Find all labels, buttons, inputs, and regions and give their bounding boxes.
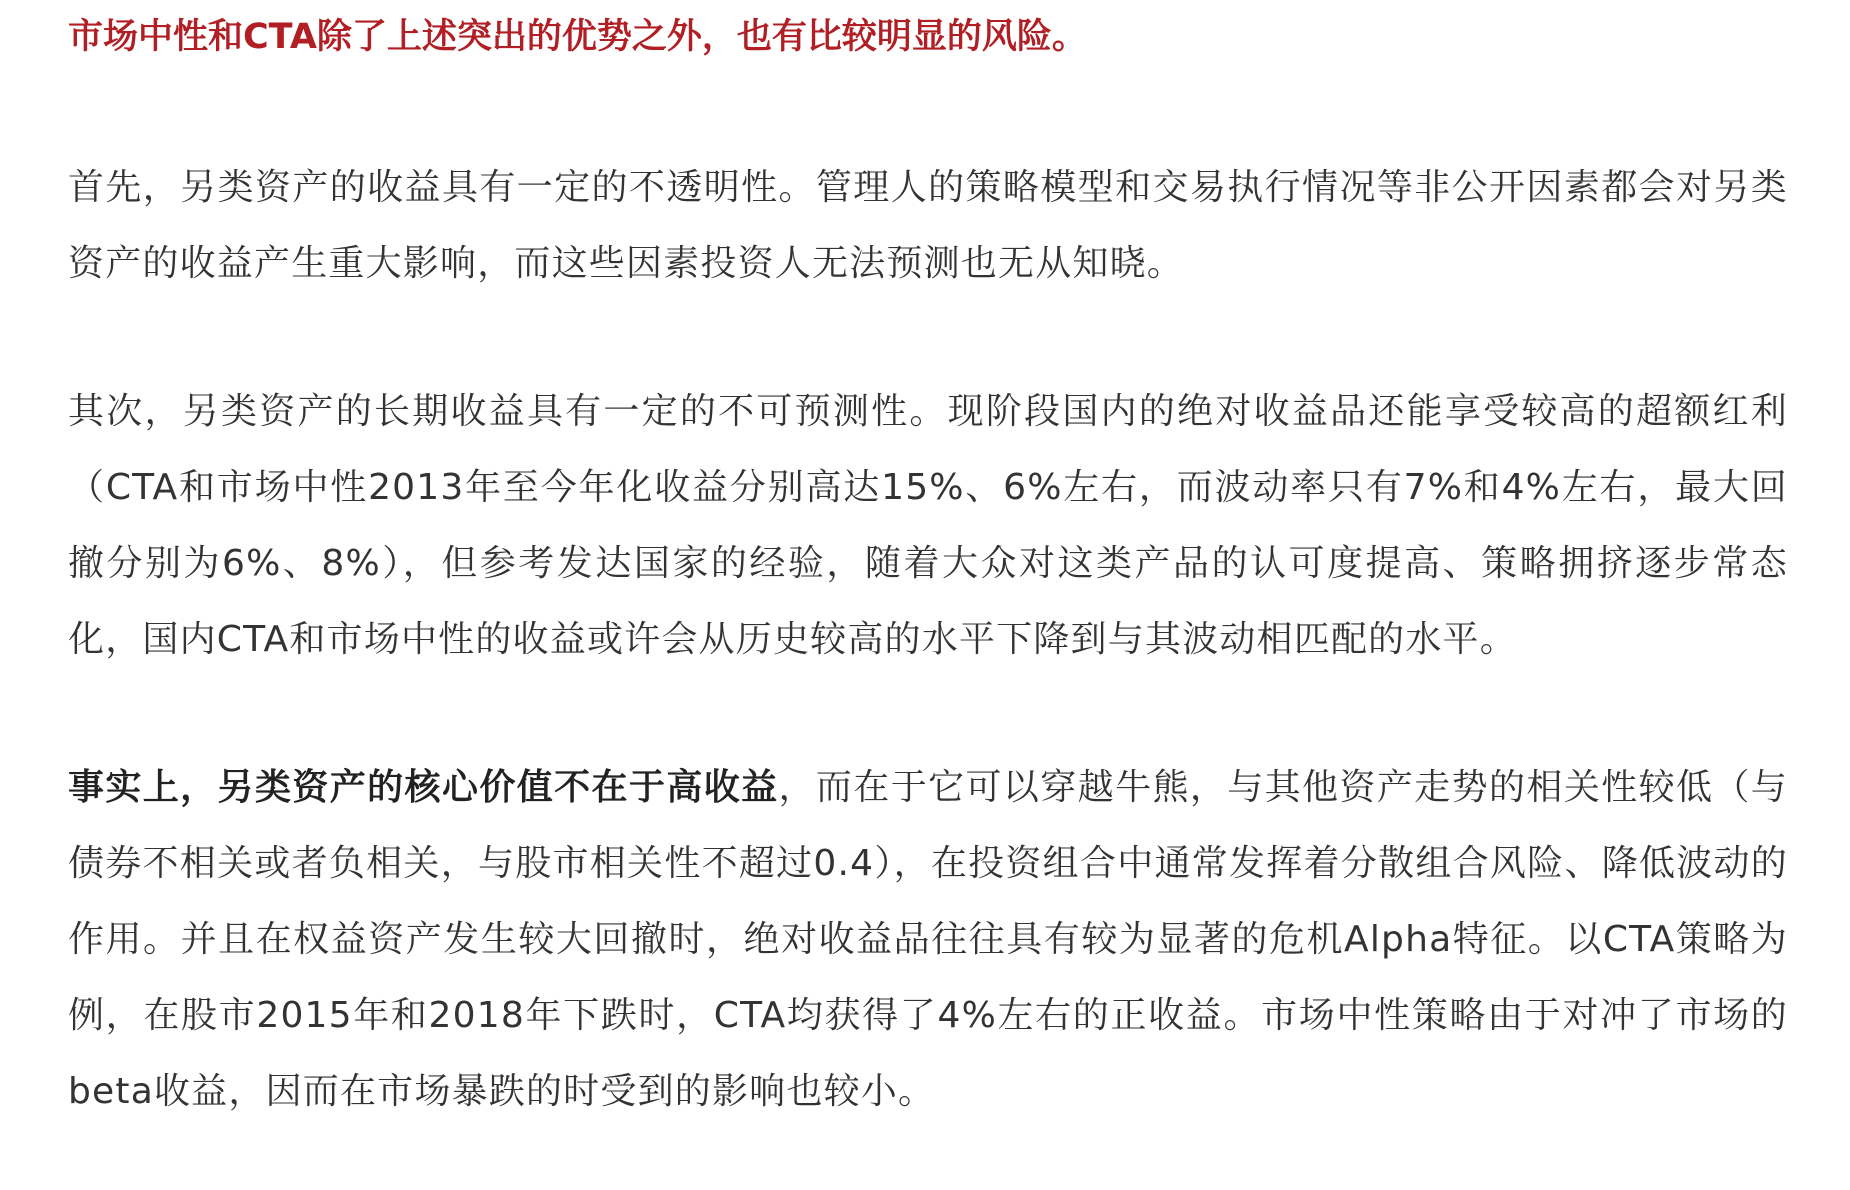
paragraph-unpredictability-risk — [68, 374, 1788, 678]
paragraph-text: 其次，另类资产的长期收益具有一定的不可预测性。现阶段国内的绝对收益品还能享受较高的超额红利（CTA和市场中性2013年至今年化收益分别高达15%、6%左右，而波动率只有7%和4%左右，最大回撤分别为6%、8%），但参考发达国家的经验，随着大众对这类产品的认可度提高、策略拥挤逐步常态化，国内CTA和市场中性的收益或许会从历史较高的水平下降到与其波动相匹配的水平。 — [68, 391, 1788, 660]
paragraph-text: ，而在于它可以穿越牛熊，与其他资产走势的相关性较低（与债券不相关或者负相关，与股市相关性不超过0.4），在投资组合中通常发挥着分散组合风险、降低波动的作用。并且在权益资产发生较大回撤时，绝对收益品往往具有较为显著的危机Alpha特征。以CTA策略为例，在股市2015年和2018年下跌时，CTA均获得了4%左右的正收益。市场中性策略由于对冲了市场的beta收益，因而在市场暴跌的时受到的影响也较小。 — [68, 767, 1788, 1112]
bold-lead-in: 事实上，另类资产的核心价值不在于高收益 — [68, 767, 779, 808]
article-body — [68, 0, 1788, 1130]
paragraph-opacity-risk — [68, 150, 1788, 302]
paragraph-core-value — [68, 750, 1788, 1130]
paragraph-text: 首先，另类资产的收益具有一定的不透明性。管理人的策略模型和交易执行情况等非公开因素都会对另类资产的收益产生重大影响，而这些因素投资人无法预测也无从知晓。 — [68, 167, 1788, 284]
highlighted-heading: 市场中性和CTA除了上述突出的优势之外，也有比较明显的风险。 — [68, 17, 1087, 57]
